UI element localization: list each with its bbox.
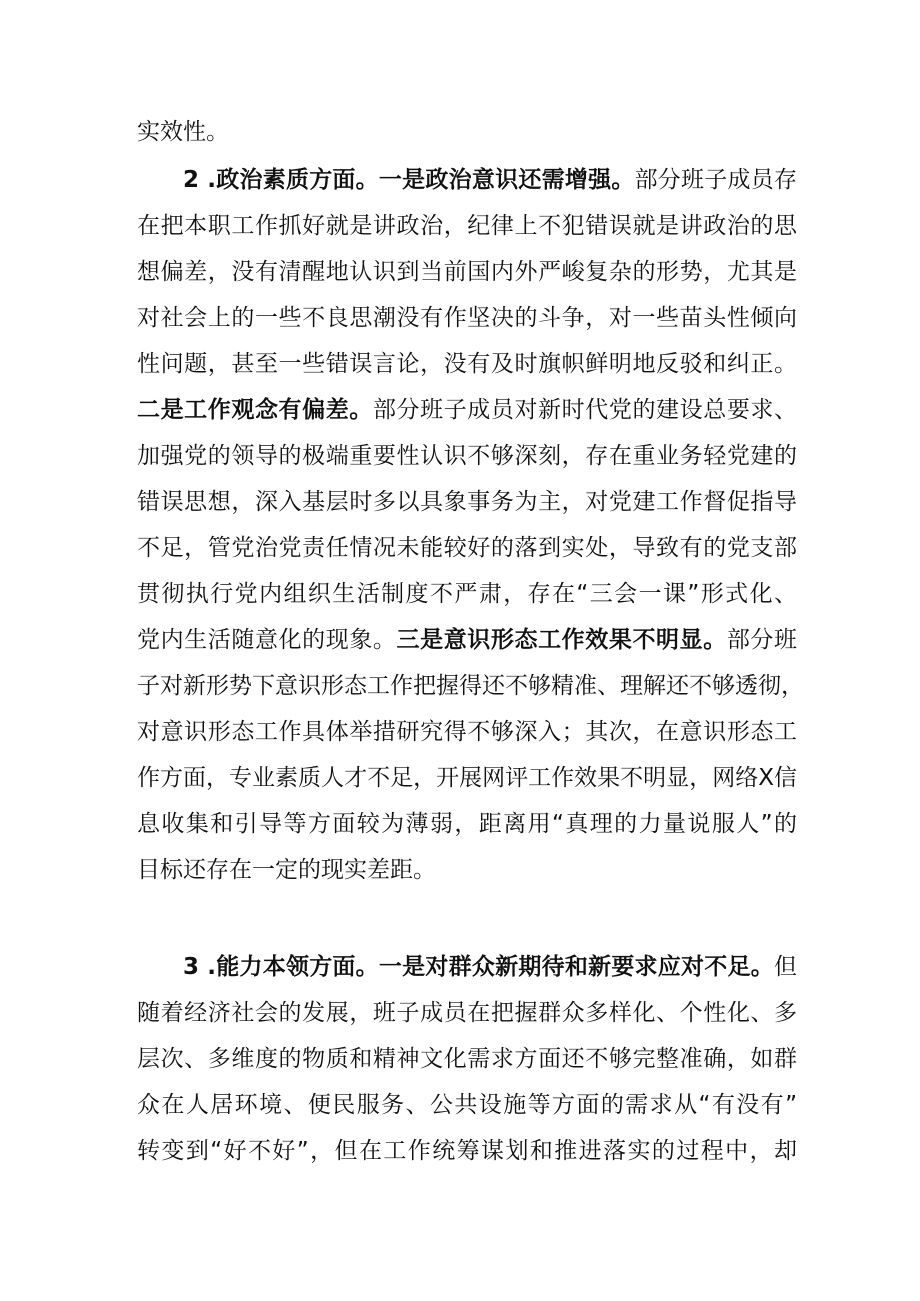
text-line xyxy=(183,160,797,200)
text-line xyxy=(137,528,797,568)
text-run: 部分班 xyxy=(726,627,798,653)
text-line xyxy=(137,666,804,706)
bold-text-run: 2 .政治素质方面。一是政治意识还需增强。 xyxy=(183,167,635,193)
text-line xyxy=(137,206,797,246)
text-line xyxy=(137,344,797,384)
text-line xyxy=(137,804,797,844)
text-run: 加强党的领导的极端重要性认识不够深刻，存在重业务轻党建的 xyxy=(137,443,797,469)
text-line xyxy=(137,712,797,752)
text-run: 错误思想，深入基层时多以具象事务为主，对党建工作督促指导 xyxy=(137,489,797,515)
bold-text-run: 3 .能力本领方面。一是对群众新期待和新要求应对不足。 xyxy=(183,954,774,980)
text-line xyxy=(137,298,797,338)
text-run: 不足，管党治党责任情况未能较好的落到实处，导致有的党支部 xyxy=(137,535,797,561)
text-line xyxy=(137,1131,797,1171)
bold-text-run: 二是工作观念有偏差。 xyxy=(137,397,373,423)
text-line xyxy=(137,850,436,890)
text-line xyxy=(137,252,797,292)
text-line xyxy=(137,1085,797,1125)
text-line xyxy=(137,436,797,476)
bold-text-run: 三是意识形态工作效果不明显。 xyxy=(396,627,727,653)
text-run: 部分班子成员存 xyxy=(634,167,798,193)
text-run: 贯彻执行党内组织生活制度不严肃，存在“三会一课”形式化、 xyxy=(137,581,797,607)
text-line xyxy=(137,620,797,660)
text-line xyxy=(137,574,797,614)
text-line xyxy=(137,482,797,522)
text-run: 在把本职工作抓好就是讲政治，纪律上不犯错误就是讲政治的思 xyxy=(137,213,797,239)
text-line xyxy=(183,947,797,987)
text-run: 实效性。 xyxy=(137,119,229,145)
text-run: 目标还存在一定的现实差距。 xyxy=(137,857,436,883)
text-run: 想偏差，没有清醒地认识到当前国内外严峻复杂的形势，尤其是 xyxy=(137,259,797,285)
text-run: 对社会上的一些不良思潮没有作坚决的斗争，对一些苗头性倾向 xyxy=(137,305,797,331)
text-line xyxy=(137,758,797,798)
text-run: 层次、多维度的物质和精神文化需求方面还不够完整准确，如群 xyxy=(137,1046,797,1072)
text-run: 子对新形势下意识形态工作把握得还不够精准、理解还不够透彻， xyxy=(137,673,804,699)
text-run: 息收集和引导等方面较为薄弱，距离用“真理的力量说服人”的 xyxy=(137,811,797,837)
text-line xyxy=(137,390,797,430)
text-run: 但 xyxy=(774,954,797,980)
text-run: 随着经济社会的发展，班子成员在把握群众多样化、个性化、多 xyxy=(137,1000,797,1026)
text-line xyxy=(137,1039,797,1079)
text-run: 作方面，专业素质人才不足，开展网评工作效果不明显，网络X信 xyxy=(137,765,797,791)
text-run: 党内生活随意化的现象。 xyxy=(137,627,397,653)
text-run: 对意识形态工作具体举措研究得不够深入；其次，在意识形态工 xyxy=(137,719,797,745)
text-run: 性问题，甚至一些错误言论，没有及时旗帜鲜明地反驳和纠正。 xyxy=(137,351,797,377)
text-run: 部分班子成员对新时代党的建设总要求、 xyxy=(372,397,798,423)
text-line xyxy=(137,993,797,1033)
text-run: 转变到“好不好”，但在工作统筹谋划和推进落实的过程中，却 xyxy=(137,1138,797,1164)
text-line xyxy=(137,112,229,152)
text-run: 众在人居环境、便民服务、公共设施等方面的需求从“有没有” xyxy=(137,1092,797,1118)
